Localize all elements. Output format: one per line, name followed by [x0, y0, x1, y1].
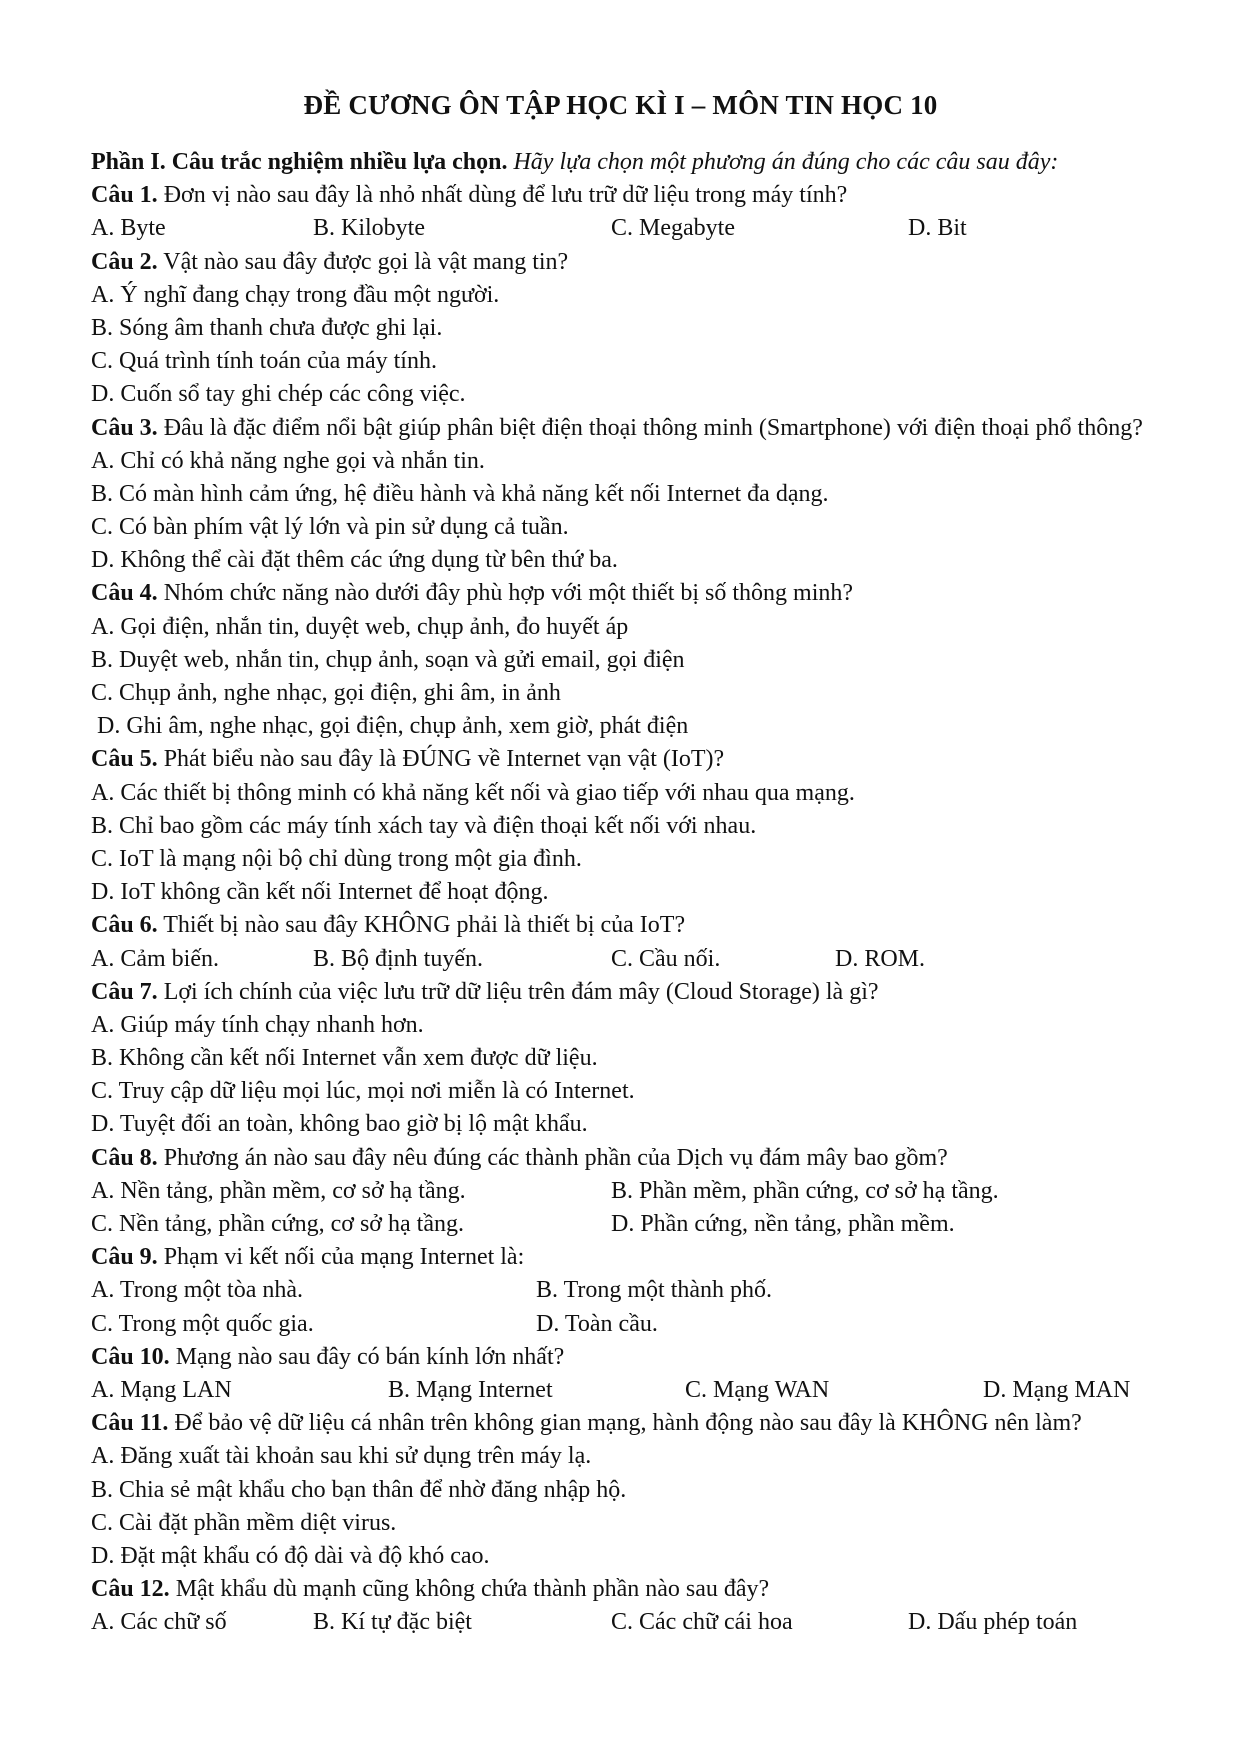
option-c: C. Quá trình tính toán của máy tính. [91, 348, 437, 375]
option-b: B. Trong một thành phố. [536, 1277, 773, 1304]
question-9-options-row-1 [91, 1274, 1161, 1307]
option-c: C. Nền tảng, phần cứng, cơ sở hạ tầng. [91, 1211, 464, 1238]
option-b: B. Không cần kết nối Internet vẫn xem được dữ liệu. [91, 1045, 598, 1072]
question-12-options [91, 1606, 1161, 1639]
option-d: D. Cuốn sổ tay ghi chép các công việc. [91, 381, 466, 408]
question-text: Nhóm chức năng nào dưới đây phù hợp với một thiết bị số thông minh? [163, 580, 854, 607]
option-d: D. IoT không cần kết nối Internet để hoạt động. [91, 879, 549, 906]
question-number: Câu 8. [91, 1144, 158, 1171]
question-number: Câu 10. [91, 1343, 170, 1370]
option-a: A. Gọi điện, nhắn tin, duyệt web, chụp ảnh, đo huyết áp [91, 613, 629, 640]
question-text: Mạng nào sau đây có bán kính lớn nhất? [175, 1343, 565, 1370]
option-c: C. Cầu nối. [611, 945, 721, 972]
option-b: B. Sóng âm thanh chưa được ghi lại. [91, 314, 443, 341]
question-number: Câu 12. [91, 1576, 170, 1603]
question-text: Đơn vị nào sau đây là nhỏ nhất dùng để lưu trữ dữ liệu trong máy tính? [163, 182, 848, 209]
question-8-options-row-1 [91, 1175, 1161, 1208]
option-d: D. Tuyệt đối an toàn, không bao giờ bị lộ mật khẩu. [91, 1111, 588, 1138]
option-b: B. Duyệt web, nhắn tin, chụp ảnh, soạn và gửi email, gọi điện [91, 646, 685, 673]
option-d: D. Đặt mật khẩu có độ dài và độ khó cao. [91, 1542, 490, 1569]
question-2 [91, 246, 1161, 279]
question-10-options [91, 1374, 1161, 1407]
option-d: D. ROM. [835, 945, 926, 972]
option-a: A. Các chữ số [91, 1609, 227, 1636]
part1-instruction: Hãy lựa chọn một phương án đúng cho các câu sau đây: [513, 149, 1059, 175]
question-text: Để bảo vệ dữ liệu cá nhân trên không gian mạng, hành động nào sau đây là KHÔNG nên làm? [174, 1410, 1082, 1437]
option-c: C. Megabyte [611, 215, 735, 242]
option-b: B. Bộ định tuyến. [313, 945, 484, 972]
option-b: B. Kí tự đặc biệt [313, 1609, 472, 1636]
option-d: D. Toàn cầu. [536, 1310, 658, 1337]
question-number: Câu 3. [91, 414, 158, 441]
question-10 [91, 1341, 1161, 1374]
option-b: B. Phần mềm, phần cứng, cơ sở hạ tầng. [611, 1177, 999, 1204]
question-number: Câu 9. [91, 1244, 158, 1271]
option-d: D. Ghi âm, nghe nhạc, gọi điện, chụp ảnh, xem giờ, phát điện [97, 713, 689, 740]
part1-heading: Phần I. Câu trắc nghiệm nhiều lựa chọn. [91, 149, 508, 175]
option-c: C. Các chữ cái hoa [611, 1609, 793, 1636]
question-number: Câu 4. [91, 580, 158, 607]
option-c: C. Chụp ảnh, nghe nhạc, gọi điện, ghi âm, in ảnh [91, 680, 561, 707]
question-1 [91, 179, 1161, 212]
option-d: D. Phần cứng, nền tảng, phần mềm. [611, 1211, 955, 1238]
option-a: A. Đăng xuất tài khoản sau khi sử dụng trên máy lạ. [91, 1443, 592, 1470]
option-a: A. Giúp máy tính chạy nhanh hơn. [91, 1011, 424, 1038]
part1-heading-line [91, 146, 1161, 179]
question-number: Câu 2. [91, 248, 158, 275]
question-1-options [91, 212, 1161, 245]
question-text: Vật nào sau đây được gọi là vật mang tin? [163, 248, 569, 275]
question-number: Câu 11. [91, 1410, 169, 1437]
option-a: A. Nền tảng, phần mềm, cơ sở hạ tầng. [91, 1177, 466, 1204]
question-4 [91, 577, 1161, 610]
option-a: A. Cảm biến. [91, 945, 219, 972]
option-c: C. Cài đặt phần mềm diệt virus. [91, 1509, 397, 1536]
option-d: D. Dấu phép toán [908, 1609, 1078, 1636]
question-text: Lợi ích chính của việc lưu trữ dữ liệu trên đám mây (Cloud Storage) là gì? [163, 978, 879, 1005]
option-b: B. Chia sẻ mật khẩu cho bạn thân để nhờ đăng nhập hộ. [91, 1476, 627, 1503]
option-c: C. IoT là mạng nội bộ chỉ dùng trong một gia đình. [91, 845, 582, 872]
question-text: Phạm vi kết nối của mạng Internet là: [163, 1244, 525, 1271]
question-number: Câu 7. [91, 978, 158, 1005]
option-a: A. Trong một tòa nhà. [91, 1277, 304, 1304]
question-number: Câu 5. [91, 746, 158, 773]
option-a: A. Mạng LAN [91, 1376, 232, 1403]
question-text: Thiết bị nào sau đây KHÔNG phải là thiết bị của IoT? [163, 912, 686, 939]
question-number: Câu 1. [91, 182, 158, 209]
option-d: D. Mạng MAN [983, 1376, 1131, 1403]
document-content [91, 146, 1161, 1639]
option-b: B. Kilobyte [313, 215, 425, 242]
question-9 [91, 1241, 1161, 1274]
question-5 [91, 743, 1161, 776]
question-8-options-row-2 [91, 1208, 1161, 1241]
option-a: A. Các thiết bị thông minh có khả năng kết nối và giao tiếp với nhau qua mạng. [91, 779, 855, 806]
question-8 [91, 1142, 1161, 1175]
question-6 [91, 909, 1161, 942]
option-c: C. Trong một quốc gia. [91, 1310, 314, 1337]
question-11 [91, 1407, 1161, 1440]
question-7 [91, 976, 1161, 1009]
option-a: A. Byte [91, 215, 166, 242]
document-title: ĐỀ CƯƠNG ÔN TẬP HỌC KÌ I – MÔN TIN HỌC 10 [303, 90, 938, 120]
question-12 [91, 1573, 1161, 1606]
option-c: C. Có bàn phím vật lý lớn và pin sử dụng cả tuần. [91, 514, 569, 541]
question-number: Câu 6. [91, 912, 158, 939]
question-9-options-row-2 [91, 1308, 1161, 1341]
option-b: B. Có màn hình cảm ứng, hệ điều hành và khả năng kết nối Internet đa dạng. [91, 480, 829, 507]
question-6-options [91, 943, 1161, 976]
option-a: A. Ý nghĩ đang chạy trong đầu một người. [91, 281, 500, 308]
question-text: Phát biểu nào sau đây là ĐÚNG về Internet vạn vật (IoT)? [163, 746, 725, 773]
question-3 [91, 412, 1161, 445]
option-b: B. Mạng Internet [388, 1376, 553, 1403]
question-text: Đâu là đặc điểm nổi bật giúp phân biệt điện thoại thông minh (Smartphone) với điện thoại phổ thông? [163, 414, 1143, 441]
option-d: D. Không thể cài đặt thêm các ứng dụng từ bên thứ ba. [91, 547, 618, 574]
question-text: Phương án nào sau đây nêu đúng các thành phần của Dịch vụ đám mây bao gồm? [163, 1144, 948, 1171]
option-b: B. Chỉ bao gồm các máy tính xách tay và điện thoại kết nối với nhau. [91, 812, 757, 839]
question-text: Mật khẩu dù mạnh cũng không chứa thành phần nào sau đây? [175, 1576, 770, 1603]
option-c: C. Mạng WAN [685, 1376, 830, 1403]
option-c: C. Truy cập dữ liệu mọi lúc, mọi nơi miễn là có Internet. [91, 1078, 635, 1105]
option-a: A. Chỉ có khả năng nghe gọi và nhắn tin. [91, 447, 485, 474]
option-d: D. Bit [908, 215, 967, 242]
